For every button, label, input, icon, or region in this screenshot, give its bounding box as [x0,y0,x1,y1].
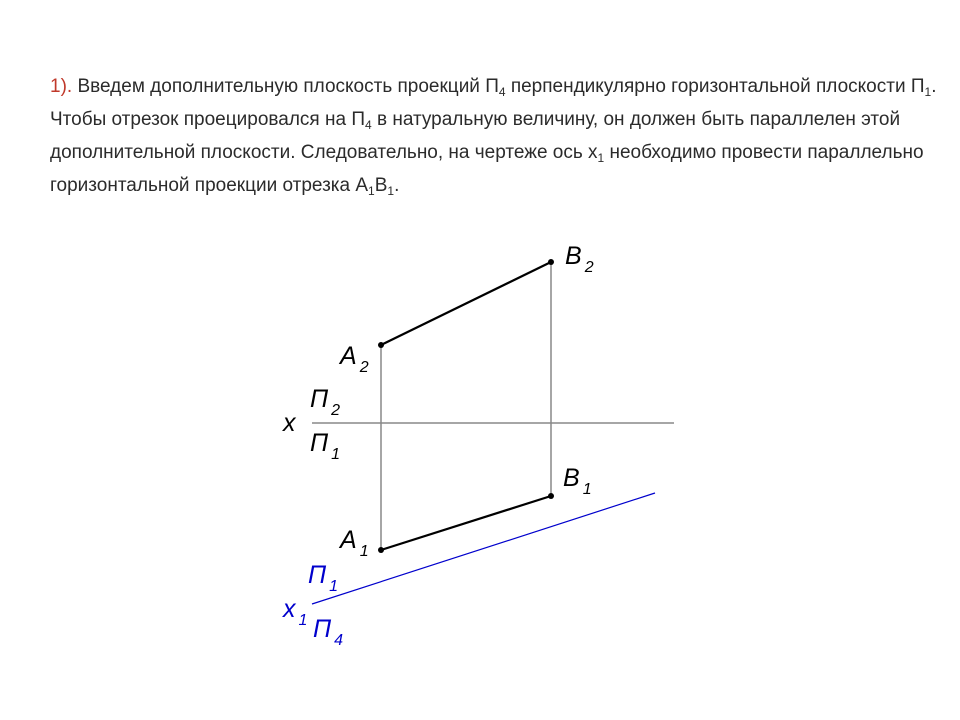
text-sub-3: 4 [364,118,372,132]
label-p4: П $_4$ [313,615,344,649]
point-a1 [378,547,384,553]
segment-a2b2 [381,262,551,345]
text-part-4: в натуральную величину, он должен быть параллелен этой дополнительной плоскости. Следовательно, на чертеже ось х [50,109,901,163]
label-a1: A $_1$ [340,526,369,560]
text-part-2: перпендикулярно горизонтальной плоскости П [505,76,925,97]
label-b2: B $_2$ [565,242,594,276]
label-p2: П $_2$ [310,385,341,419]
point-b2 [548,259,554,265]
step-number: 1). [50,76,73,97]
label-b1: B $_1$ [563,464,592,498]
point-b1 [548,493,554,499]
label-a2: A $_2$ [340,342,369,376]
text-part-3: . Чтобы отрезок проецировался на П [50,76,937,130]
label-x1: x $_1$ [283,595,308,629]
text-sub-1: 4 [498,85,506,99]
text-part-7: . [394,175,400,196]
text-sub-2: 1 [924,85,932,99]
point-a2 [378,342,384,348]
segment-a1b1 [381,496,551,550]
text-sub-4: 1 [597,151,605,165]
label-p1: П $_1$ [310,429,341,463]
label-blue-p1: П $_1$ [308,561,339,595]
text-part-1: Введем дополнительную плоскость проекций П [72,76,499,97]
text-part-6: В [374,175,388,196]
label-x: x [283,409,296,437]
text-sub-5: 1 [368,184,375,198]
text-part-5: необходимо провести параллельно горизонтальной проекции отрезка А [50,142,924,196]
text-sub-6: 1 [387,184,395,198]
